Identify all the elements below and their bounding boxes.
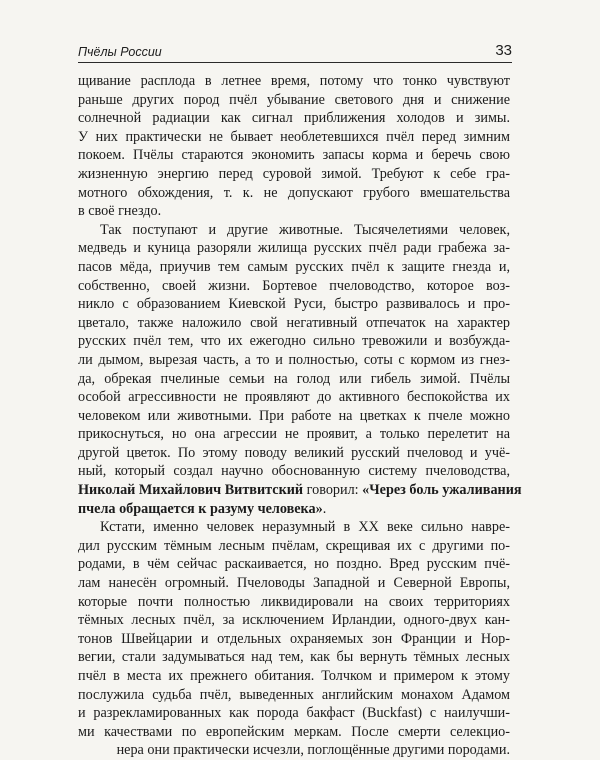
text-line: Кстати, именно человек неразумный в XX веке сильно навре- bbox=[100, 519, 510, 536]
text-line: никло с образованием Киевской Руси, быстро развивалось и про- bbox=[78, 296, 510, 313]
text-line: ли дымом, вырезая часть, а то и полностью, соты с кормом из гнез- bbox=[78, 351, 510, 368]
text-line: пасов мёда, приучив тем самым русских пчёл к защите гнезда и, bbox=[78, 258, 510, 275]
running-header-title: Пчёлы России bbox=[78, 45, 162, 59]
text-line: другой цветок. По этому поводу великий русский пчеловод и учё- bbox=[78, 444, 510, 461]
text-line: родами, в чём сейчас раскаивается, но поздно. Вред русским пчё- bbox=[78, 556, 510, 573]
text-line: и разрекламированных как порода бакфаст (Buckfast) с наилучши- bbox=[78, 705, 510, 722]
text-fragment: говорил: bbox=[303, 482, 363, 499]
text-line-with-bold bbox=[78, 481, 522, 500]
text-line: которые почти полностью ликвидировали на своих территориях bbox=[78, 593, 510, 610]
text-line: в своё гнездо. bbox=[78, 203, 162, 220]
text-line: пчёл в места их прежнего обитания. Толчком и примером к этому bbox=[78, 668, 510, 684]
text-line: мотного обхождения, т. к. не допускают грубого вмешательства bbox=[78, 184, 510, 201]
text-line: раньше других пород пчёл убывание светового дня и снижение bbox=[78, 91, 510, 108]
paragraph-3 bbox=[78, 518, 510, 760]
text-line: да, обрекая пчелиные семьи на голод или гибель зимой. Пчёлы bbox=[78, 370, 510, 387]
text-line: вегии, стали задумываться над тем, как бы вернуть тёмных лесных bbox=[78, 649, 510, 666]
text-line-with-bold bbox=[78, 500, 510, 519]
text-line: щивание расплода в летнее время, потому что тонко чувствуют bbox=[78, 73, 510, 89]
paragraph-2 bbox=[78, 221, 522, 519]
body-text bbox=[78, 72, 522, 760]
text-line: покоем. Пчёлы стараются экономить запасы корма и беречь свою bbox=[78, 147, 510, 164]
quote-start: «Через боль ужаливания bbox=[362, 482, 522, 499]
text-line: послужила судьба пчёл, выведенных английским монахом Адамом bbox=[78, 686, 510, 703]
quote-end: пчела обращается к разуму человека» bbox=[78, 500, 323, 517]
text-line: У них практически не бывает необлетевшихся пчёл перед зимним bbox=[78, 128, 510, 145]
text-line: тёмных лесных пчёл, за исключением Ирландии, одного-двух кан- bbox=[78, 612, 510, 629]
text-line: особой агрессивности не проявляют до активного беспокойства их bbox=[78, 389, 510, 406]
page-number: 33 bbox=[495, 42, 512, 59]
text-line: прикоснуться, но она агрессии не проявит, а только перелетит на bbox=[78, 426, 510, 443]
text-line: нера они практически исчезли, поглощённые другими породами. bbox=[116, 742, 510, 759]
text-line: ный, который создал научно обоснованную систему пчеловодства, bbox=[78, 463, 510, 480]
text-line: цветало, также наложило свой негативный отпечаток на характер bbox=[78, 314, 510, 331]
text-line: русских пчёл тем, что их ежегодно сильно тревожили и возбужда- bbox=[78, 333, 510, 350]
paragraph-1 bbox=[78, 72, 510, 221]
text-line: тонов Швейцарии и отдельных охраняемых зон Франции и Нор- bbox=[78, 630, 510, 647]
text-line: медведь и куница разоряли жилища русских пчёл ради грабежа за- bbox=[78, 240, 510, 257]
text-line: лам нанесён огромный. Пчеловоды Западной и Северной Европы, bbox=[78, 575, 510, 592]
text-line: человеком или животными. При работе на цветках к пчеле можно bbox=[78, 407, 510, 424]
text-line: собственно, своей жизни. Бортевое пчеловодство, которое воз- bbox=[78, 277, 510, 294]
text-fragment: . bbox=[322, 500, 327, 517]
text-line: солнечной радиации как сигнал приближения холодов и зимы. bbox=[78, 110, 510, 127]
text-line: дил русским тёмным лесным пчёлам, скрещивая их с другими по- bbox=[78, 537, 510, 554]
author-name: Николай Михайлович Витвитский bbox=[78, 482, 304, 499]
header-rule bbox=[78, 62, 512, 63]
text-line: Так поступают и другие животные. Тысячелетиями человек, bbox=[100, 221, 510, 238]
text-line: жизненную энергию перед суровой зимой. Требуют к себе гра- bbox=[78, 165, 510, 182]
running-header bbox=[78, 40, 512, 64]
text-line: ми качествами по европейским меркам. После смерти селекцио- bbox=[78, 723, 510, 740]
